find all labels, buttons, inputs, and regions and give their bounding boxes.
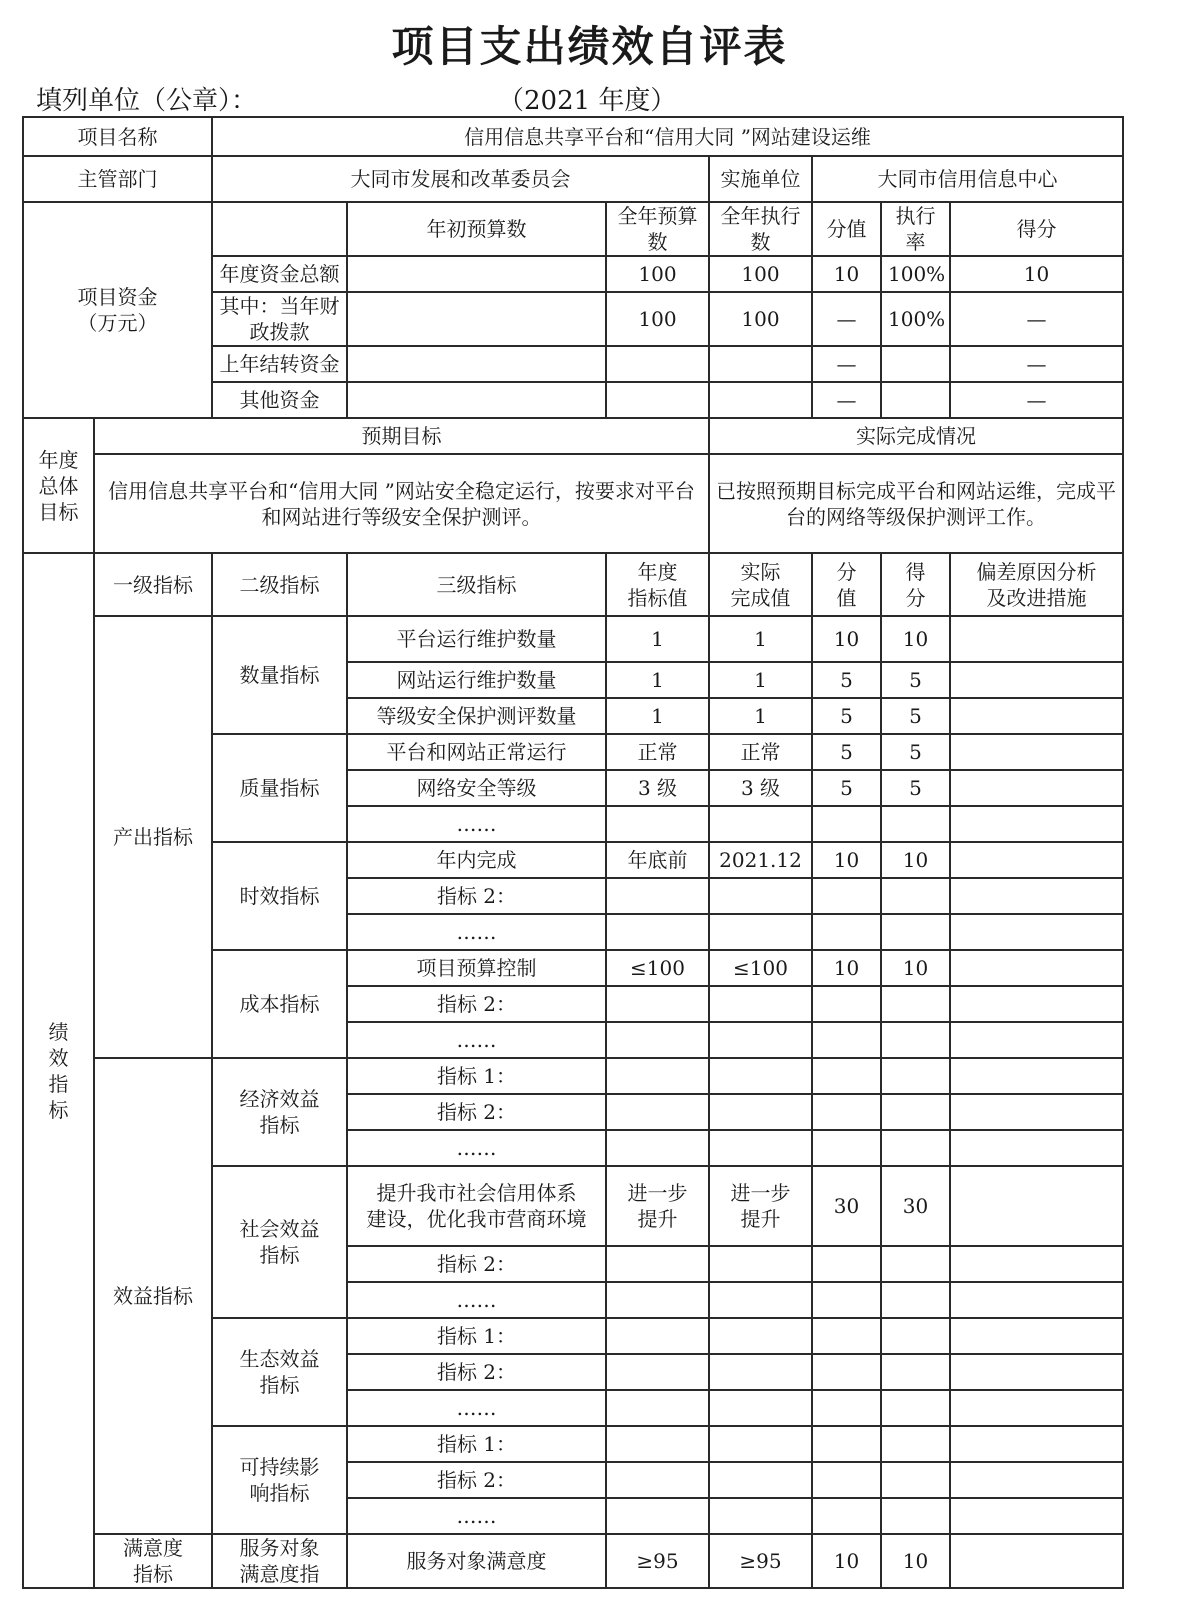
benefit-indicator-label-line: 效益指标 (113, 1284, 193, 1308)
satisfaction-indicator-label-line: 满意度 (123, 1536, 183, 1560)
header-deviation-line2: 及改进措施 (986, 585, 1087, 610)
indicator-score-value (812, 1130, 881, 1166)
economic-benefit-label-line: 指标 (259, 1113, 300, 1137)
indicator-actual (709, 1390, 812, 1426)
indicator-score-value (812, 1282, 881, 1318)
indicator-target (606, 1390, 709, 1426)
indicator-actual (709, 986, 812, 1022)
indicator-name: 项目预算控制 (347, 950, 606, 986)
indicator-name: …… (347, 1390, 606, 1426)
indicator-target: 3 级 (606, 770, 709, 806)
indicator-deviation (950, 1022, 1123, 1058)
indicator-score-value: 10 (812, 842, 881, 878)
funds-row-score: — (950, 292, 1123, 346)
funds-row-score: — (950, 382, 1123, 418)
funds-row-label: 上年结转资金 (212, 346, 347, 382)
funds-row-score: 10 (950, 256, 1123, 292)
indicator-score: 10 (881, 1534, 950, 1588)
project-name-row (23, 117, 1123, 156)
goal-header-row (23, 418, 1123, 454)
indicator-actual (709, 1462, 812, 1498)
indicator-score (881, 1022, 950, 1058)
indicator-actual-line: 提升 (740, 1207, 781, 1231)
funds-row-annual: 100 (606, 256, 709, 292)
indicator-actual (709, 1426, 812, 1462)
funds-row-annual: 100 (606, 292, 709, 346)
indicator-score-value (812, 914, 881, 950)
indicator-name: 指标 2： (347, 1094, 606, 1130)
funds-header-score-value: 分值 (812, 202, 881, 256)
cost-indicator-label (212, 950, 347, 1058)
indicator-score (881, 1094, 950, 1130)
header-level3: 三级指标 (347, 553, 606, 616)
indicator-actual: ≥95 (709, 1534, 812, 1588)
indicator-actual (709, 1058, 812, 1094)
economic-benefit-label-line: 经济效益 (239, 1087, 320, 1111)
header-score-line1: 得 (905, 559, 926, 584)
indicator-target (606, 1130, 709, 1166)
indicator-actual (709, 1354, 812, 1390)
header-score (881, 553, 950, 616)
indicator-deviation (950, 878, 1123, 914)
header-target-line2: 指标值 (627, 585, 688, 610)
perf-header-row (23, 553, 1123, 616)
indicator-deviation (950, 616, 1123, 662)
indicator-target (606, 1094, 709, 1130)
indicator-target: ≤100 (606, 950, 709, 986)
indicator-name: 指标 2： (347, 878, 606, 914)
actual-completion-header: 实际完成情况 (709, 418, 1123, 454)
indicator-row (23, 1058, 1123, 1094)
funds-row-score-value: — (812, 292, 881, 346)
output-indicator-label-line: 产出指标 (113, 825, 193, 849)
indicator-score (881, 1390, 950, 1426)
indicator-score (881, 986, 950, 1022)
quality-indicator-label-line: 质量指标 (239, 776, 320, 800)
indicator-target (606, 1498, 709, 1534)
indicator-actual (709, 1246, 812, 1282)
indicator-name: 指标 2： (347, 1462, 606, 1498)
indicator-target: 1 (606, 698, 709, 734)
funds-row-initial (347, 382, 606, 418)
indicator-score-value (812, 1390, 881, 1426)
funds-header-score: 得分 (950, 202, 1123, 256)
indicator-deviation (950, 986, 1123, 1022)
indicator-deviation (950, 698, 1123, 734)
indicator-name: …… (347, 806, 606, 842)
indicator-target-line: 进一步 (627, 1181, 688, 1205)
funds-row-score-value: 10 (812, 256, 881, 292)
indicator-deviation (950, 1282, 1123, 1318)
header-score-value-line2: 值 (836, 585, 857, 610)
indicator-target (606, 1282, 709, 1318)
performance-label (23, 553, 94, 1588)
indicator-actual-line: 进一步 (730, 1181, 791, 1205)
indicator-target (606, 1462, 709, 1498)
header-score-line2: 分 (905, 585, 926, 610)
indicator-name-line: 建设，优化我市营商环境 (366, 1207, 587, 1231)
indicator-score-value (812, 1426, 881, 1462)
indicator-deviation (950, 1498, 1123, 1534)
funds-row-initial (347, 292, 606, 346)
indicator-actual: 1 (709, 662, 812, 698)
indicator-name: 指标 1： (347, 1318, 606, 1354)
funds-label (23, 202, 212, 418)
indicator-actual (709, 914, 812, 950)
satisfaction-indicator-label (94, 1534, 212, 1588)
year-label: （2021 年度） (498, 86, 677, 116)
funds-row-score-value: — (812, 382, 881, 418)
ecological-benefit-label (212, 1318, 347, 1426)
indicator-score (881, 1354, 950, 1390)
indicator-deviation (950, 1246, 1123, 1282)
benefit-indicator-label (94, 1058, 212, 1534)
expected-goal-text: 信用信息共享平台和“信用大同 ”网站安全稳定运行，按要求对平台和网站进行等级安全保护测评。 (94, 454, 709, 553)
goal-label-line: 年度 (38, 447, 79, 472)
performance-label-char: 标 (48, 1097, 69, 1122)
indicator-actual: 1 (709, 698, 812, 734)
header-actual-line2: 完成值 (730, 585, 791, 610)
indicator-actual: 3 级 (709, 770, 812, 806)
service-satisfaction-label (212, 1534, 347, 1588)
indicator-score (881, 1318, 950, 1354)
indicator-score (881, 1246, 950, 1282)
project-name-value: 信用信息共享平台和“信用大同 ”网站建设运维 (212, 117, 1123, 156)
indicator-score-value: 5 (812, 662, 881, 698)
indicator-score-value: 30 (812, 1166, 881, 1246)
indicator-row (23, 1534, 1123, 1588)
indicator-deviation (950, 806, 1123, 842)
indicator-target (606, 914, 709, 950)
indicator-deviation (950, 1058, 1123, 1094)
indicator-deviation (950, 1354, 1123, 1390)
funds-row-annual (606, 346, 709, 382)
funds-row-rate: 100% (881, 292, 950, 346)
indicator-deviation (950, 1462, 1123, 1498)
header-target (606, 553, 709, 616)
indicator-score: 5 (881, 662, 950, 698)
indicator-score-value: 10 (812, 950, 881, 986)
indicator-score-value (812, 1022, 881, 1058)
indicator-target (606, 1058, 709, 1094)
filling-unit-label: 填列单位（公章）： (36, 86, 258, 116)
timeliness-indicator-label-line: 时效指标 (239, 884, 320, 908)
social-benefit-label-line: 社会效益 (239, 1217, 320, 1241)
indicator-target (606, 1318, 709, 1354)
ecological-benefit-label-line: 指标 (259, 1373, 300, 1397)
social-benefit-label (212, 1166, 347, 1318)
funds-row-rate (881, 346, 950, 382)
funds-label-line1: 项目资金 (77, 285, 158, 309)
indicator-deviation (950, 734, 1123, 770)
indicator-name: 网站运行维护数量 (347, 662, 606, 698)
indicator-actual: 1 (709, 616, 812, 662)
social-benefit-label-line: 指标 (259, 1243, 300, 1267)
header-level1: 一级指标 (94, 553, 212, 616)
funds-row-initial (347, 256, 606, 292)
performance-label-char: 指 (48, 1071, 69, 1096)
indicator-actual (709, 806, 812, 842)
indicator-actual (709, 878, 812, 914)
funds-row-label: 其中：当年财政拨款 (212, 292, 347, 346)
goal-label-line: 总体 (38, 473, 79, 498)
funds-row-label: 其他资金 (212, 382, 347, 418)
quality-indicator-label (212, 734, 347, 842)
indicator-target: 正常 (606, 734, 709, 770)
indicator-target (606, 986, 709, 1022)
economic-benefit-label (212, 1058, 347, 1166)
indicator-score: 5 (881, 734, 950, 770)
indicator-score: 10 (881, 842, 950, 878)
funds-row-rate: 100% (881, 256, 950, 292)
indicator-name: 指标 2： (347, 986, 606, 1022)
indicator-actual: ≤100 (709, 950, 812, 986)
funds-header-annual: 全年预算数 (606, 202, 709, 256)
indicator-score (881, 806, 950, 842)
header-deviation (950, 553, 1123, 616)
indicator-score-value (812, 1058, 881, 1094)
indicator-score (881, 1498, 950, 1534)
header-target-line1: 年度 (637, 559, 678, 584)
sustainability-label (212, 1426, 347, 1534)
indicator-target (606, 1166, 709, 1246)
indicator-name: 指标 2： (347, 1246, 606, 1282)
indicator-score: 10 (881, 616, 950, 662)
indicator-score (881, 914, 950, 950)
header-score-value-line1: 分 (836, 559, 857, 584)
sustainability-label-line: 可持续影 (239, 1455, 320, 1479)
indicator-name: 年内完成 (347, 842, 606, 878)
indicator-row (23, 616, 1123, 662)
indicator-score: 5 (881, 698, 950, 734)
indicator-target (606, 806, 709, 842)
funds-row-annual (606, 382, 709, 418)
performance-label-char: 效 (48, 1045, 69, 1070)
indicator-score-value (812, 1318, 881, 1354)
indicator-target (606, 1022, 709, 1058)
indicator-name: 指标 2： (347, 1354, 606, 1390)
indicator-deviation (950, 950, 1123, 986)
output-indicator-label (94, 616, 212, 1058)
indicator-name (347, 1166, 606, 1246)
indicator-score-value: 10 (812, 1534, 881, 1588)
indicator-score-value (812, 1354, 881, 1390)
funds-row-executed (709, 382, 812, 418)
indicator-target-line: 提升 (637, 1207, 678, 1231)
quantity-indicator-label (212, 616, 347, 734)
indicator-target (606, 1354, 709, 1390)
indicator-deviation (950, 1130, 1123, 1166)
cost-indicator-label-line: 成本指标 (239, 992, 320, 1016)
actual-completion-text: 已按照预期目标完成平台和网站运维，完成平台的网络等级保护测评工作。 (709, 454, 1123, 553)
indicator-deviation (950, 1534, 1123, 1588)
indicator-target (606, 1246, 709, 1282)
indicator-score-value (812, 986, 881, 1022)
indicator-score-value (812, 1498, 881, 1534)
header-actual (709, 553, 812, 616)
indicator-score-value (812, 878, 881, 914)
implementer-value: 大同市信用信息中心 (812, 156, 1123, 202)
indicator-score-value: 5 (812, 734, 881, 770)
department-label: 主管部门 (23, 156, 212, 202)
sustainability-label-line: 响指标 (249, 1481, 310, 1505)
header-actual-line1: 实际 (740, 559, 781, 584)
indicator-name: 服务对象满意度 (347, 1534, 606, 1588)
indicator-actual (709, 1498, 812, 1534)
indicator-deviation (950, 1426, 1123, 1462)
funds-header-row (23, 202, 1123, 256)
indicator-actual: 2021.12 (709, 842, 812, 878)
indicator-score (881, 1426, 950, 1462)
goal-text-row (23, 454, 1123, 553)
indicator-score (881, 1462, 950, 1498)
indicator-score-value (812, 1246, 881, 1282)
funds-header-rate: 执行率 (881, 202, 950, 256)
indicator-name: 指标 1： (347, 1426, 606, 1462)
indicator-deviation (950, 770, 1123, 806)
indicator-score (881, 878, 950, 914)
indicator-name: …… (347, 1282, 606, 1318)
indicator-deviation (950, 1166, 1123, 1246)
indicator-deviation (950, 1318, 1123, 1354)
indicator-name: …… (347, 914, 606, 950)
performance-label-char: 绩 (48, 1019, 69, 1044)
indicator-actual (709, 1094, 812, 1130)
indicator-name: …… (347, 1130, 606, 1166)
header-score-value (812, 553, 881, 616)
indicator-deviation (950, 914, 1123, 950)
indicator-name: 指标 1： (347, 1058, 606, 1094)
indicator-score-value: 5 (812, 698, 881, 734)
funds-row-score-value: — (812, 346, 881, 382)
indicator-deviation (950, 662, 1123, 698)
indicator-name: …… (347, 1498, 606, 1534)
indicator-actual (709, 1282, 812, 1318)
indicator-score (881, 1058, 950, 1094)
indicator-name: …… (347, 1022, 606, 1058)
evaluation-table (22, 116, 1124, 1589)
indicator-name: 平台运行维护数量 (347, 616, 606, 662)
indicator-target: ≥95 (606, 1534, 709, 1588)
funds-header-blank (212, 202, 347, 256)
header-deviation-line1: 偏差原因分析 (976, 559, 1097, 584)
header-level2: 二级指标 (212, 553, 347, 616)
indicator-target (606, 1426, 709, 1462)
funds-row-executed (709, 346, 812, 382)
indicator-name: 网络安全等级 (347, 770, 606, 806)
indicator-deviation (950, 1094, 1123, 1130)
funds-row-executed: 100 (709, 292, 812, 346)
indicator-score-value: 10 (812, 616, 881, 662)
funds-header-executed: 全年执行数 (709, 202, 812, 256)
indicator-score-value (812, 1462, 881, 1498)
indicator-actual (709, 1022, 812, 1058)
department-value: 大同市发展和改革委员会 (212, 156, 709, 202)
indicator-actual (709, 1130, 812, 1166)
indicator-score-value: 5 (812, 770, 881, 806)
timeliness-indicator-label (212, 842, 347, 950)
expected-goal-header: 预期目标 (94, 418, 709, 454)
indicator-score-value (812, 1094, 881, 1130)
indicator-score: 30 (881, 1166, 950, 1246)
funds-row-score: — (950, 346, 1123, 382)
indicator-score: 5 (881, 770, 950, 806)
indicator-name-line: 提升我市社会信用体系 (376, 1181, 577, 1205)
satisfaction-indicator-label-line: 指标 (133, 1562, 173, 1586)
funds-header-initial: 年初预算数 (347, 202, 606, 256)
indicator-score: 10 (881, 950, 950, 986)
quantity-indicator-label-line: 数量指标 (239, 663, 320, 687)
project-name-label: 项目名称 (23, 117, 212, 156)
indicator-score (881, 1282, 950, 1318)
indicator-score (881, 1130, 950, 1166)
service-satisfaction-label-line: 满意度指 (239, 1562, 320, 1586)
indicator-name: 等级安全保护测评数量 (347, 698, 606, 734)
indicator-deviation (950, 1390, 1123, 1426)
department-row (23, 156, 1123, 202)
indicator-target: 1 (606, 662, 709, 698)
indicator-deviation (950, 842, 1123, 878)
ecological-benefit-label-line: 生态效益 (239, 1347, 320, 1371)
goal-label-line: 目标 (38, 499, 79, 524)
indicator-target: 1 (606, 616, 709, 662)
indicator-actual (709, 1166, 812, 1246)
funds-row-initial (347, 346, 606, 382)
implementer-label: 实施单位 (709, 156, 812, 202)
indicator-actual: 正常 (709, 734, 812, 770)
indicator-score-value (812, 806, 881, 842)
funds-row-executed: 100 (709, 256, 812, 292)
page-title: 项目支出绩效自评表 (391, 22, 788, 71)
indicator-actual (709, 1318, 812, 1354)
funds-row-label: 年度资金总额 (212, 256, 347, 292)
funds-row-rate (881, 382, 950, 418)
goal-label (23, 418, 94, 553)
service-satisfaction-label-line: 服务对象 (239, 1536, 320, 1560)
funds-label-line2: （万元） (77, 311, 158, 335)
indicator-name: 平台和网站正常运行 (347, 734, 606, 770)
indicator-target (606, 878, 709, 914)
indicator-target: 年底前 (606, 842, 709, 878)
